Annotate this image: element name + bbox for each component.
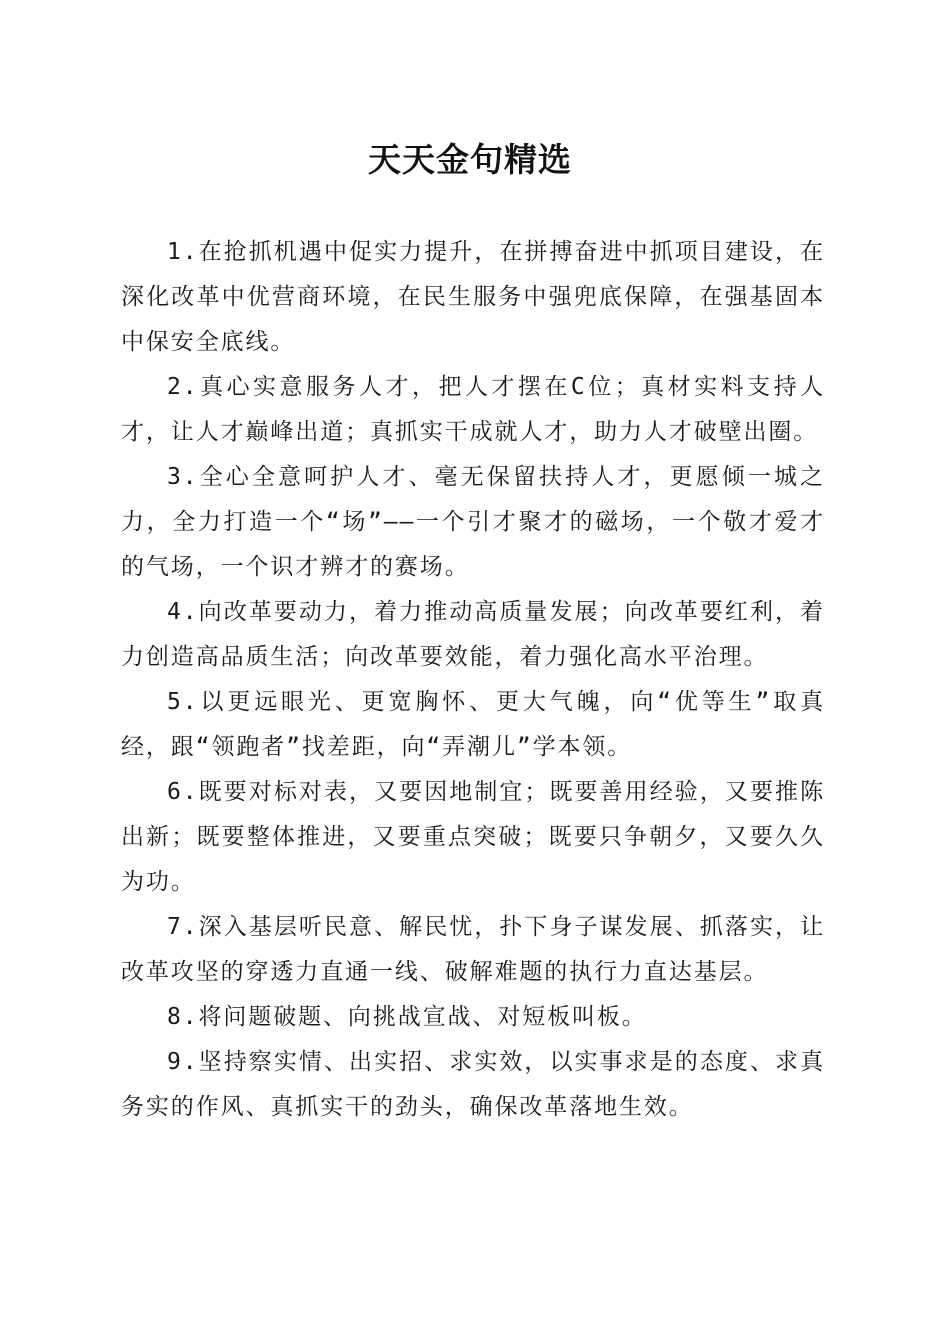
document-title: 天天金句精选 (368, 140, 572, 179)
paragraph-3: 3.全心全意呵护人才、毫无保留扶持人才，更愿倾一城之力，全力打造一个“场”——一个引才聚才的磁场，一个敬才爱才的气场，一个识才辨才的赛场。 (121, 464, 825, 580)
paragraph-6: 6.既要对标对表，又要因地制宜；既要善用经验，又要推陈出新；既要整体推进，又要重点突破；既要只争朝夕，又要久久为功。 (121, 779, 825, 895)
paragraph-2: 2.真心实意服务人才，把人才摆在C位；真材实料支持人才，让人才巅峰出道；真抓实干成就人才，助力人才破壁出圈。 (121, 374, 825, 445)
paragraph-9: 9.坚持察实情、出实招、求实效，以实事求是的态度、求真务实的作风、真抓实干的劲头，确保改革落地生效。 (121, 1049, 825, 1120)
paragraph-1: 1.在抢抓机遇中促实力提升，在拼搏奋进中抓项目建设，在深化改革中优营商环境，在民生服务中强兜底保障，在强基固本中保安全底线。 (121, 239, 825, 355)
paragraph-4: 4.向改革要动力，着力推动高质量发展；向改革要红利，着力创造高品质生活；向改革要效能，着力强化高水平治理。 (121, 599, 825, 670)
paragraph-8: 8.将问题破题、向挑战宣战、对短板叫板。 (167, 1004, 647, 1030)
paragraph-5: 5.以更远眼光、更宽胸怀、更大气魄，向“优等生”取真经，跟“领跑者”找差距，向“弄潮儿”学本领。 (121, 689, 825, 760)
document-body (121, 230, 825, 1130)
paragraph-7: 7.深入基层听民意、解民忧，扑下身子谋发展、抓落实，让改革攻坚的穿透力直通一线、破解难题的执行力直达基层。 (121, 914, 825, 985)
